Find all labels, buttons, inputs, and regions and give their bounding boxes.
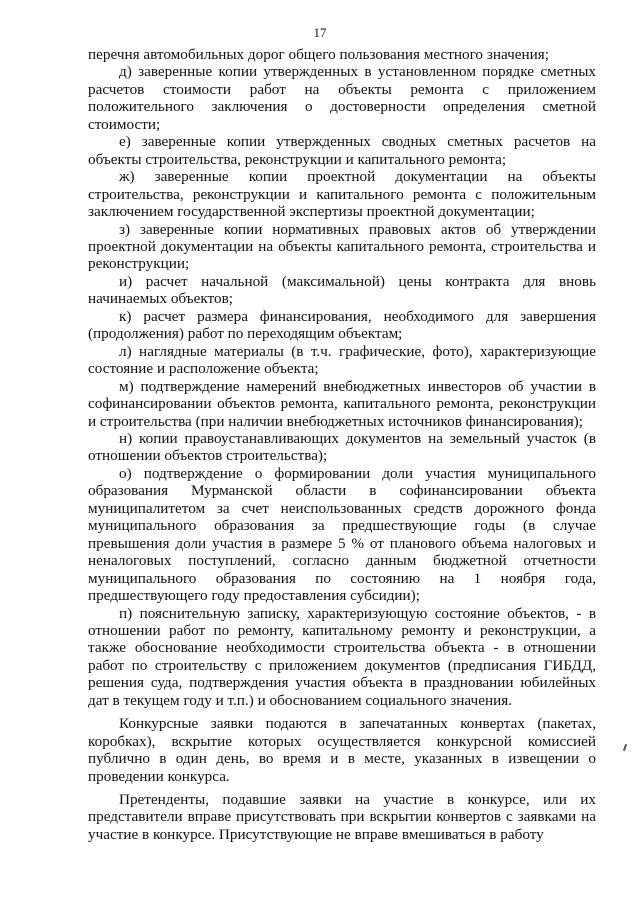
paragraph-item-z: з) заверенные копии нормативных правовых актов об утверждении проектной документации на объекты капитального ремонта, строительства и реконструкции; xyxy=(88,220,596,273)
page-number: 17 xyxy=(313,25,327,40)
paragraph-item-d: д) заверенные копии утвержденных в установленном порядке сметных расчетов стоимости работ на объекты ремонта с приложением положительного заключения о достоверности определения сметной стоимости; xyxy=(88,63,596,133)
paragraph-item-m: м) подтверждение намерений внебюджетных инвесторов об участии в софинансировании объектов ремонта, капитального ремонта, реконструкции и строительства (при наличии внебюджетных источников финансирования); xyxy=(88,377,596,430)
paragraph-tender-submission: Конкурсные заявки подаются в запечатанных конвертах (пакетах, коробках), вскрытие которых осуществляется конкурсной комиссией публично в один день, во время и в месте, указанных в извещении о проведении конкурса. xyxy=(88,715,596,785)
paragraph-item-e: е) заверенные копии утвержденных сводных сметных расчетов на объекты строительства, реконструкции и капитального ремонта; xyxy=(88,133,596,168)
paragraph-item-o: о) подтверждение о формировании доли участия муниципального образования Мурманской области в софинансировании объекта муниципалитетом за счет неиспользованных средств дорожного фонда муниципального образования за предшествующие годы (в случае превышения доли участия в размере 5 % от планового объема налоговых и неналоговых поступлений, согласно данным бюджетной отчетности муниципального образования по состоянию на 1 ноября года, предшествующего году предоставления субсидии); xyxy=(88,464,596,605)
paragraph-item-k: к) расчет размера финансирования, необходимого для завершения (продолжения) работ по переходящим объектам; xyxy=(88,307,596,343)
document-body xyxy=(88,46,596,843)
paragraph-list-continuation: перечня автомобильных дорог общего пользования местного значения; xyxy=(88,46,549,63)
paragraph-item-p: п) пояснительную записку, характеризующую состояние объектов, - в отношении работ по ремонту, капитальному ремонту и реконструкции, а также обоснование необходимости строительства объекта - в отношении работ по строительству с приложением документов (предписания ГИБДД, решения суда, подтверждения участия объекта в праздновании юбилейных дат в текущем году и т.п.) и обоснованием социального значения. xyxy=(88,604,596,709)
paragraph-item-i: и) расчет начальной (максимальной) цены контракта для вновь начинаемых объектов; xyxy=(88,272,596,308)
paragraph-item-n: н) копии правоустанавливающих документов на земельный участок (в отношении объектов строительства); xyxy=(88,429,596,465)
scan-edge-mark xyxy=(623,744,627,751)
paragraph-item-l: л) наглядные материалы (в т.ч. графические, фото), характеризующие состояние и расположение объекта; xyxy=(88,342,596,378)
paragraph-applicants-presence: Претенденты, подавшие заявки на участие в конкурсе, или их представители вправе присутствовать при вскрытии конвертов с заявками на участие в конкурсе. Присутствующие не вправе вмешиваться в работу xyxy=(88,791,596,843)
paragraph-item-zh: ж) заверенные копии проектной документации на объекты строительства, реконструкции и капитального ремонта с положительным заключением государственной экспертизы проектной документации; xyxy=(88,168,596,221)
